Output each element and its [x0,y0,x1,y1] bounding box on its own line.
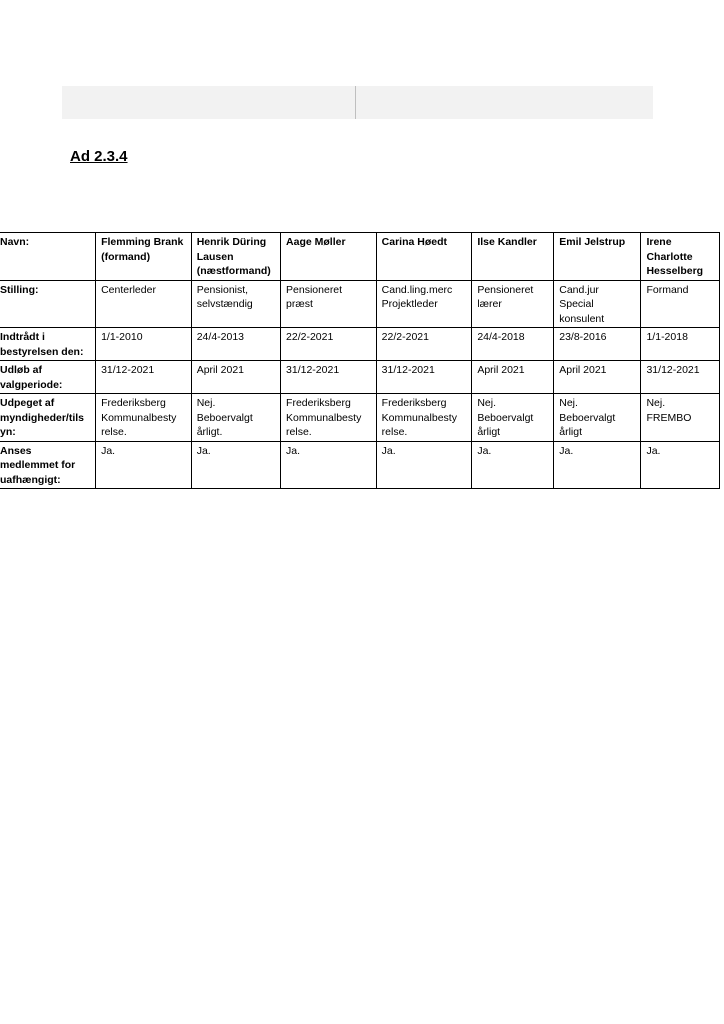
cell-text-line: Kommunalbesty [286,411,362,424]
shaded-cell-left [62,86,356,119]
row-label-cell [0,361,96,394]
cell-text-line: bestyrelsen den: [0,345,84,358]
table-cell [376,280,472,328]
cell-text-line: Hesselberg [646,265,704,277]
cell-text-line: Centerleder [101,283,156,296]
table-cell [281,394,377,442]
cell-text-line: Aage Møller [286,236,346,248]
cell-text-line: Ja. [286,444,301,457]
table-cell [191,328,280,361]
cell-text-line: FREMBO [646,411,692,424]
table-cell [96,361,192,394]
table-row [0,328,720,361]
cell-text-line: 31/12-2021 [646,364,700,376]
member-name-cell [554,233,641,281]
member-name-cell [281,233,377,281]
table-cell [641,328,720,361]
table-cell [281,328,377,361]
shaded-table-row [62,86,653,119]
cell-text-line: Special [559,298,594,310]
table-cell [472,441,554,489]
table-cell [554,280,641,328]
cell-text-line: konsulent [559,312,605,325]
table-header-row [0,233,720,281]
table-cell [96,394,192,442]
cell-text-line: Cand.jur [559,283,599,296]
cell-text-line: (formand) [101,250,151,263]
cell-text-line: Nej. [646,397,666,409]
cell-text-line: relse. [381,426,408,438]
cell-text-line: årligt [477,426,501,438]
table-cell [96,280,192,328]
table-cell [472,394,554,442]
cell-text-line: Anses [0,444,32,457]
row-label-cell [0,233,96,281]
member-name-cell [191,233,280,281]
cell-text-line: Carina Høedt [381,236,448,248]
cell-text-line: April 2021 [559,364,607,376]
cell-text-line: Frederiksberg [101,397,166,409]
table-cell [191,441,280,489]
cell-text-line: Beboervalgt [559,411,616,424]
cell-text-line: Frederiksberg [286,397,351,409]
table-cell [641,441,720,489]
table-cell [96,441,192,489]
cell-text-line: (næstformand) [196,265,271,277]
cell-text-line: Pensioneret [477,283,534,296]
table-row [0,361,720,394]
row-label-cell [0,441,96,489]
cell-text-line: 31/12-2021 [286,364,340,376]
cell-text-line: Henrik Düring [196,236,267,248]
cell-text-line: 24/4-2018 [477,331,525,343]
cell-text-line: Ja. [101,444,116,457]
cell-text-line: årligt. [196,426,223,438]
cell-text-line: 1/1-2018 [646,331,688,343]
cell-text-line: Emil Jelstrup [559,236,626,248]
cell-text-line: Stilling: [0,283,39,296]
table-cell [376,328,472,361]
table-cell [281,361,377,394]
table-cell [641,394,720,442]
cell-text-line: Formand [646,283,689,296]
cell-text-line: 31/12-2021 [101,364,155,376]
cell-text-line: Indtrådt i [0,331,45,343]
table-cell [472,361,554,394]
table-cell [96,328,192,361]
cell-text-line: Beboervalgt [196,411,253,424]
board-members-table [0,232,720,489]
table-cell [554,361,641,394]
cell-text-line: April 2021 [196,364,244,376]
table-row [0,441,720,489]
table-row [0,280,720,328]
table-cell [281,280,377,328]
cell-text-line: Beboervalgt [477,411,534,424]
table-cell [191,394,280,442]
table-cell [472,280,554,328]
table-cell [554,394,641,442]
cell-text-line: Frederiksberg [381,397,447,409]
table-cell [641,280,720,328]
cell-text-line: valgperiode: [0,378,63,391]
member-name-cell [472,233,554,281]
cell-text-line: 23/8-2016 [559,331,607,343]
cell-text-line: Ilse Kandler [477,236,537,248]
row-label-cell [0,394,96,442]
cell-text-line: 31/12-2021 [381,364,435,376]
cell-text-line: Udløb af [0,364,42,376]
table-cell [376,394,472,442]
cell-text-line: Ja. [559,444,574,457]
table-cell [191,280,280,328]
cell-text-line: 22/2-2021 [286,331,334,343]
section-heading: Ad 2.3.4 [70,148,128,165]
cell-text-line: relse. [101,426,127,438]
cell-text-line: Udpeget af [0,397,55,409]
table-cell [281,441,377,489]
shaded-cell-right [356,86,653,119]
row-label-cell [0,280,96,328]
cell-text-line: April 2021 [477,364,525,376]
cell-text-line: Cand.ling.merc [381,283,453,296]
cell-text-line: Ja. [477,444,492,457]
table-cell [472,328,554,361]
cell-text-line: Nej. [477,397,496,409]
cell-text-line: Irene [646,236,672,248]
cell-text-line: Projektleder [381,298,438,310]
cell-text-line: relse. [286,426,312,438]
cell-text-line: Charlotte [646,250,693,263]
table-cell [191,361,280,394]
cell-text-line: Kommunalbesty [101,411,177,424]
cell-text-line: lærer [477,298,502,310]
member-name-cell [641,233,720,281]
cell-text-line: 22/2-2021 [381,331,429,343]
table-cell [554,441,641,489]
member-name-cell [376,233,472,281]
cell-text-line: Navn: [0,236,30,248]
cell-text-line: Flemming Brank [101,236,184,248]
cell-text-line: myndigheder/tils [0,411,85,424]
table-row [0,394,720,442]
table-cell [376,441,472,489]
table-cell [376,361,472,394]
cell-text-line: uafhængigt: [0,473,61,486]
cell-text-line: 24/4-2013 [196,331,245,343]
cell-text-line: yn: [0,426,16,438]
cell-text-line: Lausen [196,250,234,263]
table-cell [641,361,720,394]
cell-text-line: Ja. [381,444,396,457]
member-name-cell [96,233,192,281]
row-label-cell [0,328,96,361]
cell-text-line: Ja. [196,444,211,457]
cell-text-line: selvstændig [196,298,253,310]
cell-text-line: årligt [559,426,582,438]
cell-text-line: præst [286,298,313,310]
table-cell [554,328,641,361]
cell-text-line: Nej. [559,397,578,409]
cell-text-line: Nej. [196,397,216,409]
cell-text-line: Kommunalbesty [381,411,457,424]
cell-text-line: Pensioneret [286,283,343,296]
cell-text-line: Pensionist, [196,283,249,296]
cell-text-line: 1/1-2010 [101,331,143,343]
cell-text-line: Ja. [646,444,661,457]
cell-text-line: medlemmet for [0,459,76,471]
